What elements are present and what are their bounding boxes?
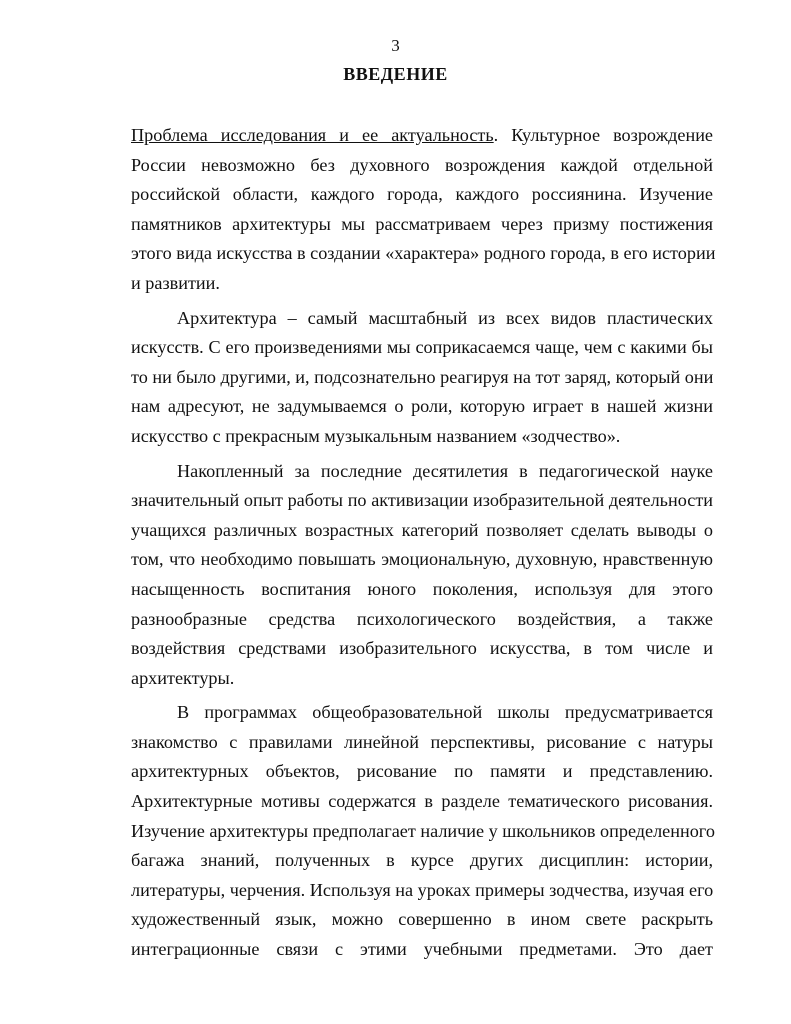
section-title: ВВЕДЕНИЕ — [343, 64, 448, 84]
text-line: знакомство с правилами линейной перспективы, рисование с натуры — [131, 731, 713, 752]
text-line: Накопленный за последние десятилетия в педагогической науке — [177, 460, 713, 481]
text-line: насыщенность воспитания юного поколения, используя для этого — [131, 578, 713, 599]
text-line: Изучение архитектуры предполагает наличие у школьников определенного — [131, 820, 715, 841]
text-line: российской области, каждого города, каждого россиянина. Изучение — [131, 184, 713, 205]
text-line: художественный язык, можно совершенно в ином свете раскрыть — [131, 909, 713, 930]
text-line: архитектурных объектов, рисование по памяти и представлению. — [131, 761, 713, 782]
text-line: значительный опыт работы по активизации изобразительной деятельности — [131, 490, 713, 511]
text-line: интеграционные связи с этими учебными предметами. Это дает — [131, 939, 713, 960]
text-line: то ни было другими, и, подсознательно реагируя на тот заряд, который они — [131, 366, 714, 387]
text-line: воздействия средствами изобразительного искусства, в том числе и — [131, 638, 713, 659]
text-line: памятников архитектуры мы рассматриваем через призму постижения — [131, 213, 713, 234]
body-text — [131, 121, 716, 970]
text-line: В программах общеобразовательной школы предусматривается — [177, 702, 713, 723]
paragraph-3 — [131, 457, 713, 694]
text-line: Архитектура – самый масштабный из всех видов пластических — [177, 307, 713, 328]
text-line: и развитии. — [131, 272, 220, 293]
text-line-rest: . Культурное возрождение — [493, 125, 713, 145]
underlined-heading: Проблема исследования и ее актуальность — [131, 125, 494, 145]
text-line: багажа знаний, полученных в курсе других дисциплин: истории, — [131, 850, 713, 871]
paragraph-1 — [131, 121, 716, 299]
text-line: том, что необходимо повышать эмоциональную, духовную, нравственную — [131, 549, 713, 570]
text-line: учащихся различных возрастных категорий позволяет сделать выводы о — [131, 519, 713, 540]
text-line: литературы, черчения. Используя на уроках примеры зодчества, изучая его — [131, 879, 714, 900]
text-line: архитектуры. — [131, 667, 235, 688]
text-line: искусство с прекрасным музыкальным названием «зодчество». — [131, 425, 621, 446]
text-line — [131, 121, 713, 151]
text-line: нам адресуют, не задумываемся о роли, которую играет в нашей жизни — [131, 396, 713, 417]
page-number: 3 — [391, 36, 400, 55]
text-line: Архитектурные мотивы содержатся в разделе тематического рисования. — [131, 791, 713, 812]
text-line: искусств. С его произведениями мы соприкасаемся чаще, чем с какими бы — [131, 337, 713, 358]
text-line: этого вида искусства в создании «характера» родного города, в его истории — [131, 243, 716, 264]
paragraph-2 — [131, 304, 713, 452]
paragraph-4 — [131, 698, 713, 964]
text-line: России невозможно без духовного возрождения каждой отдельной — [131, 154, 713, 175]
text-line: разнообразные средства психологического воздействия, а также — [131, 608, 713, 629]
